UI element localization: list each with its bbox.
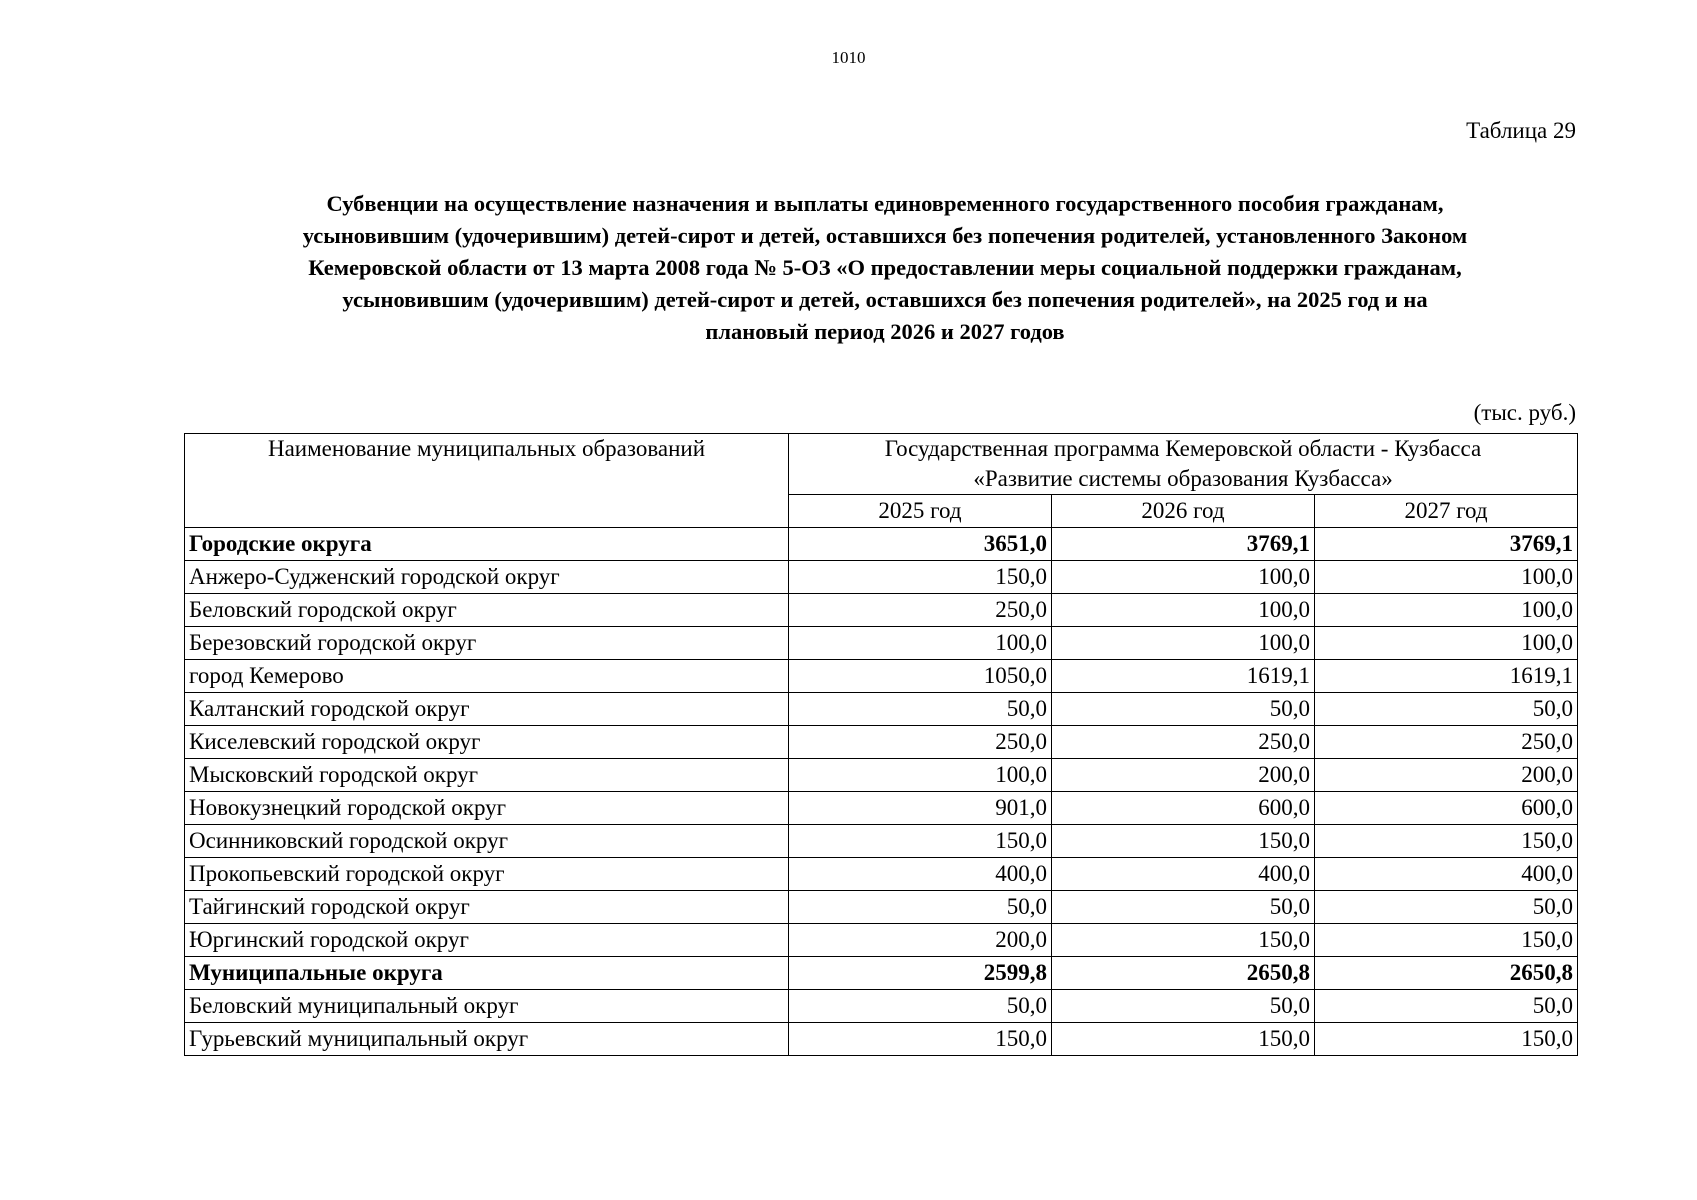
value-2025: 250,0: [789, 594, 1052, 627]
value-2026: 50,0: [1052, 990, 1315, 1023]
table-row: [185, 891, 1578, 924]
value-2026: 50,0: [1052, 693, 1315, 726]
value-2025: 50,0: [789, 990, 1052, 1023]
title-line: Кемеровской области от 13 марта 2008 года № 5-ОЗ «О предоставлении меры социальной поддержки гражданам,: [308, 255, 1462, 280]
header-program-line: Государственная программа Кемеровской области - Кузбасса: [884, 436, 1482, 461]
municipality-name: Березовский городской округ: [185, 627, 789, 660]
page-number: 1010: [831, 48, 866, 67]
value-2025: 250,0: [789, 726, 1052, 759]
document-title: [190, 188, 1580, 348]
value-2027: 250,0: [1315, 726, 1578, 759]
value-2027: 150,0: [1315, 1023, 1578, 1056]
municipality-name: Новокузнецкий городской округ: [185, 792, 789, 825]
value-2027: 200,0: [1315, 759, 1578, 792]
table-row: [185, 561, 1578, 594]
municipality-name: Осинниковский городской округ: [185, 825, 789, 858]
value-2027: 600,0: [1315, 792, 1578, 825]
value-2027: 50,0: [1315, 693, 1578, 726]
title-line: усыновившим (удочерившим) детей-сирот и детей, оставшихся без попечения родителей, установленного Законом: [302, 223, 1468, 248]
title-line: усыновившим (удочерившим) детей-сирот и детей, оставшихся без попечения родителей», на 2025 год и на: [342, 287, 1428, 312]
municipality-name: Мысковский городской округ: [185, 759, 789, 792]
value-2026: 2650,8: [1052, 957, 1315, 990]
value-2025: 150,0: [789, 1023, 1052, 1056]
table-row: [185, 759, 1578, 792]
municipality-name: Тайгинский городской округ: [185, 891, 789, 924]
header-year-2027: 2027 год: [1315, 495, 1578, 528]
table-body: [185, 528, 1578, 1056]
table-row: [185, 693, 1578, 726]
value-2027: 150,0: [1315, 924, 1578, 957]
value-2025: 400,0: [789, 858, 1052, 891]
value-2026: 1619,1: [1052, 660, 1315, 693]
value-2025: 100,0: [789, 759, 1052, 792]
value-2027: 100,0: [1315, 561, 1578, 594]
municipality-name: Юргинский городской округ: [185, 924, 789, 957]
header-program-line: «Развитие системы образования Кузбасса»: [973, 466, 1393, 491]
value-2026: 150,0: [1052, 924, 1315, 957]
table-row: [185, 627, 1578, 660]
value-2025: 2599,8: [789, 957, 1052, 990]
municipality-name: Беловский городской округ: [185, 594, 789, 627]
header-program: [789, 434, 1578, 495]
table-row: [185, 726, 1578, 759]
value-2025: 3651,0: [789, 528, 1052, 561]
value-2026: 250,0: [1052, 726, 1315, 759]
table-row: [185, 660, 1578, 693]
value-2026: 100,0: [1052, 561, 1315, 594]
value-2027: 400,0: [1315, 858, 1578, 891]
value-2027: 50,0: [1315, 891, 1578, 924]
municipality-name: Беловский муниципальный округ: [185, 990, 789, 1023]
value-2026: 150,0: [1052, 825, 1315, 858]
table-group-row: [185, 957, 1578, 990]
table-row: [185, 825, 1578, 858]
value-2027: 50,0: [1315, 990, 1578, 1023]
value-2026: 400,0: [1052, 858, 1315, 891]
value-2026: 100,0: [1052, 627, 1315, 660]
table-row: [185, 594, 1578, 627]
table-row: [185, 990, 1578, 1023]
value-2027: 1619,1: [1315, 660, 1578, 693]
header-municipality: Наименование муниципальных образований: [185, 434, 789, 528]
title-line: Субвенции на осуществление назначения и выплаты единовременного государственного пособия гражданам,: [326, 191, 1444, 216]
value-2025: 150,0: [789, 825, 1052, 858]
table-label: Таблица 29: [1466, 118, 1576, 143]
units-label: (тыс. руб.): [1473, 400, 1576, 425]
municipality-name: Прокопьевский городской округ: [185, 858, 789, 891]
value-2025: 200,0: [789, 924, 1052, 957]
value-2027: 100,0: [1315, 594, 1578, 627]
table-row: [185, 924, 1578, 957]
title-line: плановый период 2026 и 2027 годов: [705, 319, 1065, 344]
municipality-name: Муниципальные округа: [185, 957, 789, 990]
municipality-name: Киселевский городской округ: [185, 726, 789, 759]
value-2026: 150,0: [1052, 1023, 1315, 1056]
value-2026: 3769,1: [1052, 528, 1315, 561]
value-2025: 1050,0: [789, 660, 1052, 693]
municipality-name: Городские округа: [185, 528, 789, 561]
header-year-2025: 2025 год: [789, 495, 1052, 528]
value-2025: 50,0: [789, 891, 1052, 924]
value-2027: 100,0: [1315, 627, 1578, 660]
table-group-row: [185, 528, 1578, 561]
header-year-2026: 2026 год: [1052, 495, 1315, 528]
value-2026: 100,0: [1052, 594, 1315, 627]
table-row: [185, 858, 1578, 891]
value-2025: 901,0: [789, 792, 1052, 825]
table-row: [185, 1023, 1578, 1056]
value-2025: 150,0: [789, 561, 1052, 594]
municipality-name: Гурьевский муниципальный округ: [185, 1023, 789, 1056]
value-2027: 150,0: [1315, 825, 1578, 858]
table-row: [185, 792, 1578, 825]
municipality-name: Калтанский городской округ: [185, 693, 789, 726]
municipality-name: Анжеро-Судженский городской округ: [185, 561, 789, 594]
value-2026: 50,0: [1052, 891, 1315, 924]
value-2025: 100,0: [789, 627, 1052, 660]
value-2025: 50,0: [789, 693, 1052, 726]
subventions-table: [184, 433, 1578, 1056]
value-2026: 600,0: [1052, 792, 1315, 825]
municipality-name: город Кемерово: [185, 660, 789, 693]
value-2027: 2650,8: [1315, 957, 1578, 990]
value-2027: 3769,1: [1315, 528, 1578, 561]
value-2026: 200,0: [1052, 759, 1315, 792]
